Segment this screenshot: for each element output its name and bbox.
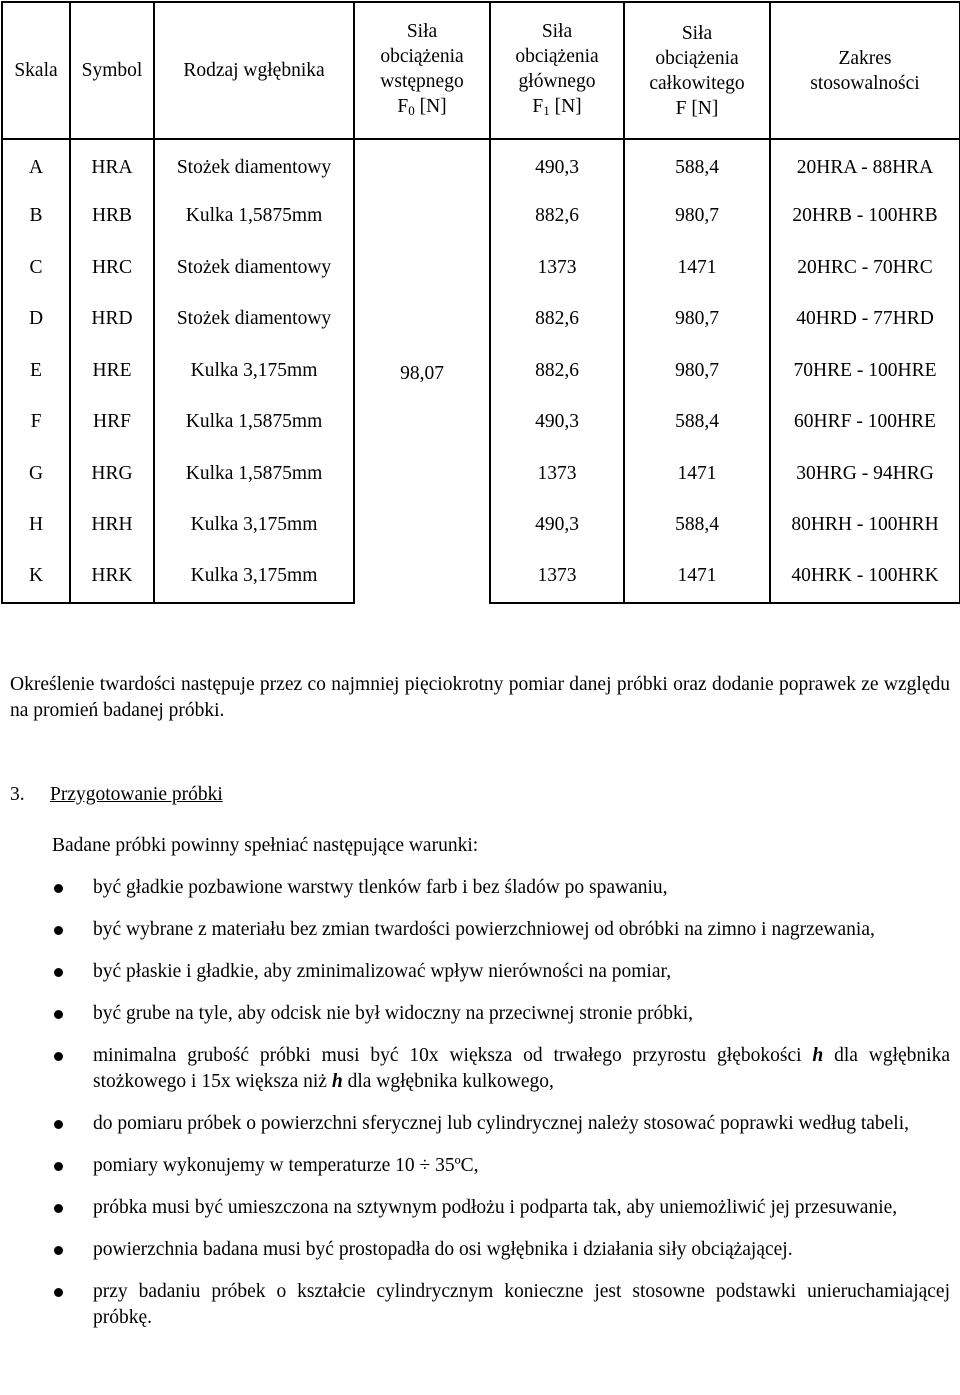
header-rodzaj: Rodzaj wgłębnika: [154, 2, 354, 139]
table-row: [2, 139, 960, 191]
list-item: [52, 875, 950, 901]
cell-rodzaj: Kulka 1,5875mm: [154, 191, 354, 243]
cell-f1: 490,3: [490, 139, 624, 191]
cell-f: 1471: [624, 242, 770, 294]
item-text: pomiary wykonujemy w temperaturze 10 ÷ 35ºC,: [93, 1155, 479, 1176]
header-f: Siła obciążenia całkowitego F [N]: [624, 2, 770, 139]
cell-f1: 1373: [490, 551, 624, 603]
cell-zakres: 20HRA - 88HRA: [770, 139, 960, 191]
bullet-icon: [54, 1246, 63, 1255]
list-item: [52, 917, 950, 943]
cell-skala: E: [2, 345, 70, 397]
cell-f0-common: 98,07: [354, 139, 490, 603]
header-skala: Skala: [2, 2, 70, 139]
cell-skala: K: [2, 551, 70, 603]
section-heading: [10, 784, 223, 806]
cell-f: 980,7: [624, 294, 770, 346]
cell-skala: C: [2, 242, 70, 294]
table-header-row: [2, 2, 960, 139]
cell-skala: G: [2, 448, 70, 500]
bullet-icon: [54, 968, 63, 977]
cell-f: 1471: [624, 551, 770, 603]
header-zakres: Zakres stosowalności: [770, 2, 960, 139]
item-text: dla wgłębnika kulkowego,: [342, 1071, 554, 1092]
cell-f: 1471: [624, 448, 770, 500]
bullet-icon: [54, 1120, 63, 1129]
cell-zakres: 30HRG - 94HRG: [770, 448, 960, 500]
cell-zakres: 80HRH - 100HRH: [770, 500, 960, 552]
section-number: 3.: [10, 784, 25, 805]
list-item: [52, 1195, 950, 1221]
cell-symbol: HRE: [70, 345, 154, 397]
bullet-icon: [54, 1052, 63, 1061]
cell-rodzaj: Stożek diamentowy: [154, 242, 354, 294]
cell-zakres: 40HRK - 100HRK: [770, 551, 960, 603]
bullet-icon: [54, 1204, 63, 1213]
item-text: minimalna grubość próbki musi być 10x większa od trwałego przyrostu głębokości: [93, 1045, 813, 1066]
item-text: powierzchnia badana musi być prostopadła do osi wgłębnika i działania siły obciążającej.: [93, 1239, 793, 1260]
list-item: [52, 1237, 950, 1263]
variable-h: h: [812, 1045, 824, 1066]
cell-rodzaj: Kulka 3,175mm: [154, 551, 354, 603]
list-item: [52, 959, 950, 985]
cell-f: 980,7: [624, 191, 770, 243]
cell-skala: B: [2, 191, 70, 243]
item-text: do pomiaru próbek o powierzchni sferycznej lub cylindrycznej należy stosować poprawki według tabeli,: [93, 1113, 910, 1134]
bullet-icon: [54, 1162, 63, 1171]
cell-f: 588,4: [624, 500, 770, 552]
cell-symbol: HRA: [70, 139, 154, 191]
list-item: [52, 1279, 950, 1331]
bullet-icon: [54, 884, 63, 893]
header-f0: Siła obciążenia wstępnego $F_0$ [N]: [354, 2, 490, 139]
cell-zakres: 20HRC - 70HRC: [770, 242, 960, 294]
cell-f: 980,7: [624, 345, 770, 397]
bullet-icon: [54, 926, 63, 935]
cell-rodzaj: Kulka 3,175mm: [154, 345, 354, 397]
item-text: być gładkie pozbawione warstwy tlenków farb i bez śladów po spawaniu,: [93, 877, 668, 898]
header-symbol: Symbol: [70, 2, 154, 139]
list-item: [52, 1153, 950, 1179]
section-title: Przygotowanie próbki: [50, 784, 223, 805]
cell-f: 588,4: [624, 397, 770, 449]
item-text: być wybrane z materiału bez zmian twardości powierzchniowej od obróbki na zimno i nagrzewania,: [93, 919, 875, 940]
cell-zakres: 20HRB - 100HRB: [770, 191, 960, 243]
cell-symbol: HRH: [70, 500, 154, 552]
list-item: [52, 1001, 950, 1027]
cell-symbol: HRK: [70, 551, 154, 603]
cell-zakres: 60HRF - 100HRE: [770, 397, 960, 449]
cell-skala: F: [2, 397, 70, 449]
cell-skala: H: [2, 500, 70, 552]
item-text: być płaskie i gładkie, aby zminimalizować wpływ nierówności na pomiar,: [93, 961, 672, 982]
cell-zakres: 40HRD - 77HRD: [770, 294, 960, 346]
table-body: [2, 139, 960, 603]
cell-rodzaj: Stożek diamentowy: [154, 294, 354, 346]
cell-symbol: HRF: [70, 397, 154, 449]
section-intro: Badane próbki powinny spełniać następujące warunki:: [52, 835, 479, 856]
cell-f1: 490,3: [490, 397, 624, 449]
cell-f1: 882,6: [490, 294, 624, 346]
cell-rodzaj: Kulka 1,5875mm: [154, 448, 354, 500]
item-text: przy badaniu próbek o kształcie cylindrycznym konieczne jest stosowne podstawki unieruchamiającej próbkę.: [93, 1281, 950, 1328]
item-text: próbka musi być umieszczona na sztywnym podłożu i podparta tak, aby uniemożliwić jej przesuwanie,: [93, 1197, 898, 1218]
cell-symbol: HRD: [70, 294, 154, 346]
cell-rodzaj: Kulka 3,175mm: [154, 500, 354, 552]
cell-rodzaj: Stożek diamentowy: [154, 139, 354, 191]
cell-f1: 1373: [490, 242, 624, 294]
list-item: [52, 1043, 950, 1095]
bullet-icon: [54, 1288, 63, 1297]
bullet-icon: [54, 1010, 63, 1019]
cell-symbol: HRG: [70, 448, 154, 500]
header-f1: Siła obciążenia głównego $F_1$ [N]: [490, 2, 624, 139]
conditions-list: [52, 875, 950, 1347]
cell-f1: 882,6: [490, 191, 624, 243]
cell-f: 588,4: [624, 139, 770, 191]
cell-f1: 490,3: [490, 500, 624, 552]
cell-f1: 882,6: [490, 345, 624, 397]
rockwell-scales-table: [1, 1, 960, 604]
item-text: być grube na tyle, aby odcisk nie był widoczny na przeciwnej stronie próbki,: [93, 1003, 693, 1024]
hardness-determination-note: Określenie twardości następuje przez co najmniej pięciokrotny pomiar danej próbki oraz dodanie poprawek ze względu na promień badanej próbki.: [10, 673, 950, 721]
cell-symbol: HRB: [70, 191, 154, 243]
list-item: [52, 1111, 950, 1137]
cell-skala: D: [2, 294, 70, 346]
cell-skala: A: [2, 139, 70, 191]
cell-zakres: 70HRE - 100HRE: [770, 345, 960, 397]
cell-rodzaj: Kulka 1,5875mm: [154, 397, 354, 449]
cell-f1: 1373: [490, 448, 624, 500]
item-text: dla wgłębnika stożkowego i 15x większa niż: [93, 1045, 950, 1092]
cell-symbol: HRC: [70, 242, 154, 294]
variable-h: h: [331, 1071, 343, 1092]
